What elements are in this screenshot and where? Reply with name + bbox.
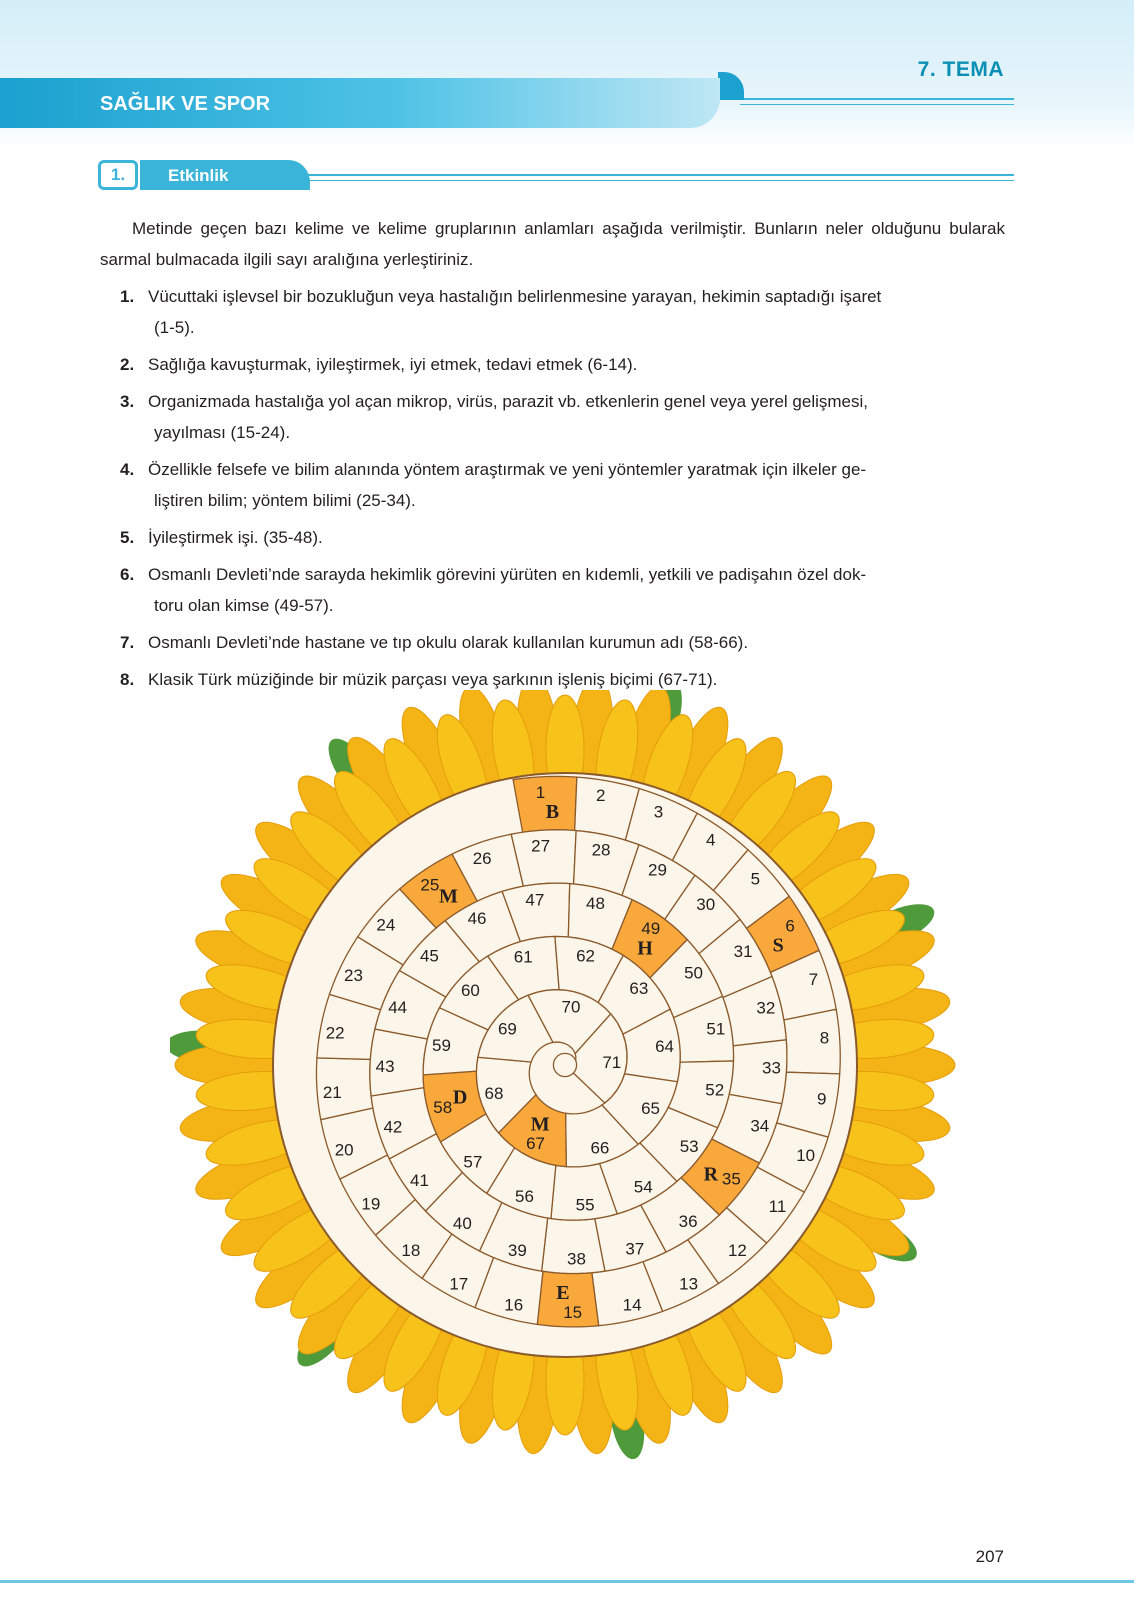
cell-number: 18 — [401, 1240, 421, 1260]
footer-divider — [0, 1580, 1134, 1583]
cell-number: 41 — [410, 1171, 429, 1191]
clue-number: 8. — [120, 670, 135, 689]
clue-text: Sağlığa kavuşturmak, iyileştirmek, iyi etmek, tedavi etmek (6-14). — [148, 355, 638, 374]
clue-continuation: yayılması (15-24). — [154, 423, 291, 442]
clue-text: Organizmada hastalığa yol açan mikrop, virüs, parazit vb. etkenlerin genel veya yerel gelişmesi, — [148, 392, 869, 411]
clue-continuation: liştiren bilim; yöntem bilimi (25-34). — [154, 491, 416, 510]
clue-list — [120, 281, 1005, 701]
cell-number: 34 — [750, 1116, 770, 1136]
cell-number: 53 — [679, 1136, 699, 1156]
cell-number: 66 — [590, 1138, 610, 1158]
given-letter: R — [703, 1163, 719, 1186]
cell-number: 67 — [526, 1133, 546, 1153]
cell-number: 13 — [679, 1274, 699, 1294]
section-title: SAĞLIK VE SPOR — [100, 93, 271, 115]
cell-number: 5 — [750, 869, 761, 889]
cell-number: 55 — [575, 1195, 595, 1215]
cell-number: 39 — [507, 1241, 527, 1261]
clue-number: 6. — [120, 565, 135, 584]
page-number: 207 — [975, 1547, 1004, 1566]
cell-number: 14 — [622, 1295, 642, 1315]
cell-number: 10 — [796, 1146, 816, 1166]
cell-number: 46 — [467, 909, 487, 929]
clue-item — [120, 386, 1005, 448]
cell-number: 44 — [388, 998, 408, 1018]
given-letter: S — [772, 934, 784, 957]
cell-number: 61 — [513, 947, 533, 967]
clue-number: 4. — [120, 460, 135, 479]
clue-text: Osmanlı Devleti’nde hastane ve tıp okulu olarak kullanılan kurumun adı (58-66). — [148, 633, 749, 652]
cell-number: 37 — [625, 1239, 645, 1259]
clue-text: Vücuttaki işlevsel bir bozukluğun veya hastalığın belirlenmesine yarayan, hekimin saptadığı işaret — [148, 287, 882, 306]
activity-label: Etkinlik — [168, 166, 229, 185]
clue-text: Osmanlı Devleti’nde sarayda hekimlik görevini yürüten en kıdemli, yetkili ve padişahın özel dok- — [148, 565, 867, 584]
clue-number: 7. — [120, 633, 135, 652]
cell-number: 58 — [433, 1098, 453, 1118]
cell-number: 25 — [420, 875, 440, 895]
cell-number: 2 — [596, 786, 606, 806]
cell-number: 71 — [602, 1053, 622, 1073]
clue-item — [120, 627, 1005, 658]
cell-number: 15 — [563, 1302, 583, 1322]
cell-number: 29 — [648, 860, 667, 880]
cell-number: 9 — [816, 1089, 827, 1109]
cell-number: 35 — [721, 1169, 741, 1189]
cell-number: 11 — [768, 1197, 787, 1217]
cell-number: 50 — [684, 963, 704, 983]
activity-number: 1. — [98, 160, 138, 190]
cell-number: 45 — [419, 946, 439, 966]
cell-number: 56 — [515, 1187, 534, 1207]
cell-number: 7 — [808, 970, 819, 990]
cell-number: 57 — [463, 1152, 483, 1172]
cell-number: 38 — [567, 1249, 586, 1269]
cell-number: 52 — [705, 1080, 725, 1100]
clue-text: Klasik Türk müziğinde bir müzik parçası veya şarkının işleniş biçimi (67-71). — [148, 670, 718, 689]
cell-number: 23 — [344, 965, 363, 985]
cell-number: 8 — [819, 1028, 830, 1048]
cell-number: 43 — [375, 1057, 395, 1077]
puzzle-cell — [784, 1009, 840, 1074]
cell-number: 4 — [706, 830, 716, 850]
cell-number: 30 — [696, 895, 716, 915]
cell-number: 68 — [484, 1083, 504, 1103]
puzzle-center — [553, 1053, 576, 1076]
clue-text: İyileştirmek işi. (35-48). — [148, 528, 323, 547]
intro-paragraph: Metinde geçen bazı kelime ve kelime gruplarının anlamları aşağıda verilmiştir. Bunların neler olduğunu bularak sarmal bulmacada ilgili sayı aralığına yerleştiriniz. — [100, 219, 1005, 269]
given-letter: E — [556, 1282, 570, 1305]
cell-number: 36 — [678, 1212, 698, 1232]
header-divider — [740, 98, 1014, 101]
cell-number: 32 — [756, 998, 776, 1018]
cell-number: 63 — [629, 979, 649, 999]
given-letter: D — [452, 1086, 468, 1109]
cell-number: 16 — [504, 1295, 524, 1315]
given-letter: H — [637, 937, 653, 960]
given-letter: M — [530, 1113, 550, 1136]
given-letter: B — [545, 800, 560, 823]
cell-number: 24 — [376, 915, 396, 935]
clue-item — [120, 349, 1005, 380]
cell-number: 62 — [576, 946, 595, 966]
cell-number: 47 — [525, 890, 545, 910]
clue-continuation: toru olan kimse (49-57). — [154, 596, 334, 615]
cell-number: 21 — [322, 1083, 342, 1103]
activity-divider — [300, 174, 1014, 176]
spiral-puzzle — [170, 690, 960, 1480]
cell-number: 40 — [452, 1213, 472, 1233]
cell-number: 33 — [762, 1058, 781, 1078]
clue-number: 5. — [120, 528, 135, 547]
cell-number: 12 — [727, 1241, 747, 1261]
clue-text: Özellikle felsefe ve bilim alanında yöntem araştırmak ve yeni yöntemler yaratmak için ilkeler ge- — [148, 460, 867, 479]
activity-divider-thin — [300, 180, 1014, 181]
cell-number: 69 — [497, 1019, 517, 1039]
clue-number: 1. — [120, 287, 135, 306]
cell-number: 3 — [653, 802, 664, 822]
cell-number: 17 — [449, 1274, 469, 1294]
cell-number: 51 — [706, 1019, 726, 1039]
cell-number: 28 — [591, 840, 611, 860]
clue-item — [120, 454, 1005, 516]
clue-item — [120, 281, 1005, 343]
cell-number: 42 — [383, 1117, 403, 1137]
cell-number: 65 — [641, 1099, 661, 1119]
given-letter: M — [438, 885, 458, 908]
cell-number: 48 — [586, 893, 605, 913]
cell-number: 27 — [531, 836, 551, 856]
header-divider-thin — [740, 104, 1014, 105]
clue-number: 2. — [120, 355, 135, 374]
clue-item — [120, 559, 1005, 621]
cell-number: 20 — [334, 1140, 354, 1160]
theme-label: 7. TEMA — [917, 58, 1004, 81]
clue-continuation: (1-5). — [154, 318, 195, 337]
cell-number: 6 — [785, 916, 795, 936]
cell-number: 49 — [641, 918, 661, 938]
cell-number: 70 — [561, 997, 581, 1017]
cell-number: 26 — [472, 848, 492, 868]
cell-number: 64 — [655, 1036, 675, 1056]
cell-number: 54 — [633, 1177, 653, 1197]
cell-number: 1 — [535, 782, 546, 802]
cell-number: 22 — [325, 1023, 345, 1043]
clue-number: 3. — [120, 392, 135, 411]
clue-item — [120, 522, 1005, 553]
cell-number: 19 — [361, 1194, 381, 1214]
cell-number: 59 — [432, 1036, 451, 1056]
cell-number: 60 — [460, 980, 480, 1000]
cell-number: 31 — [733, 942, 753, 962]
